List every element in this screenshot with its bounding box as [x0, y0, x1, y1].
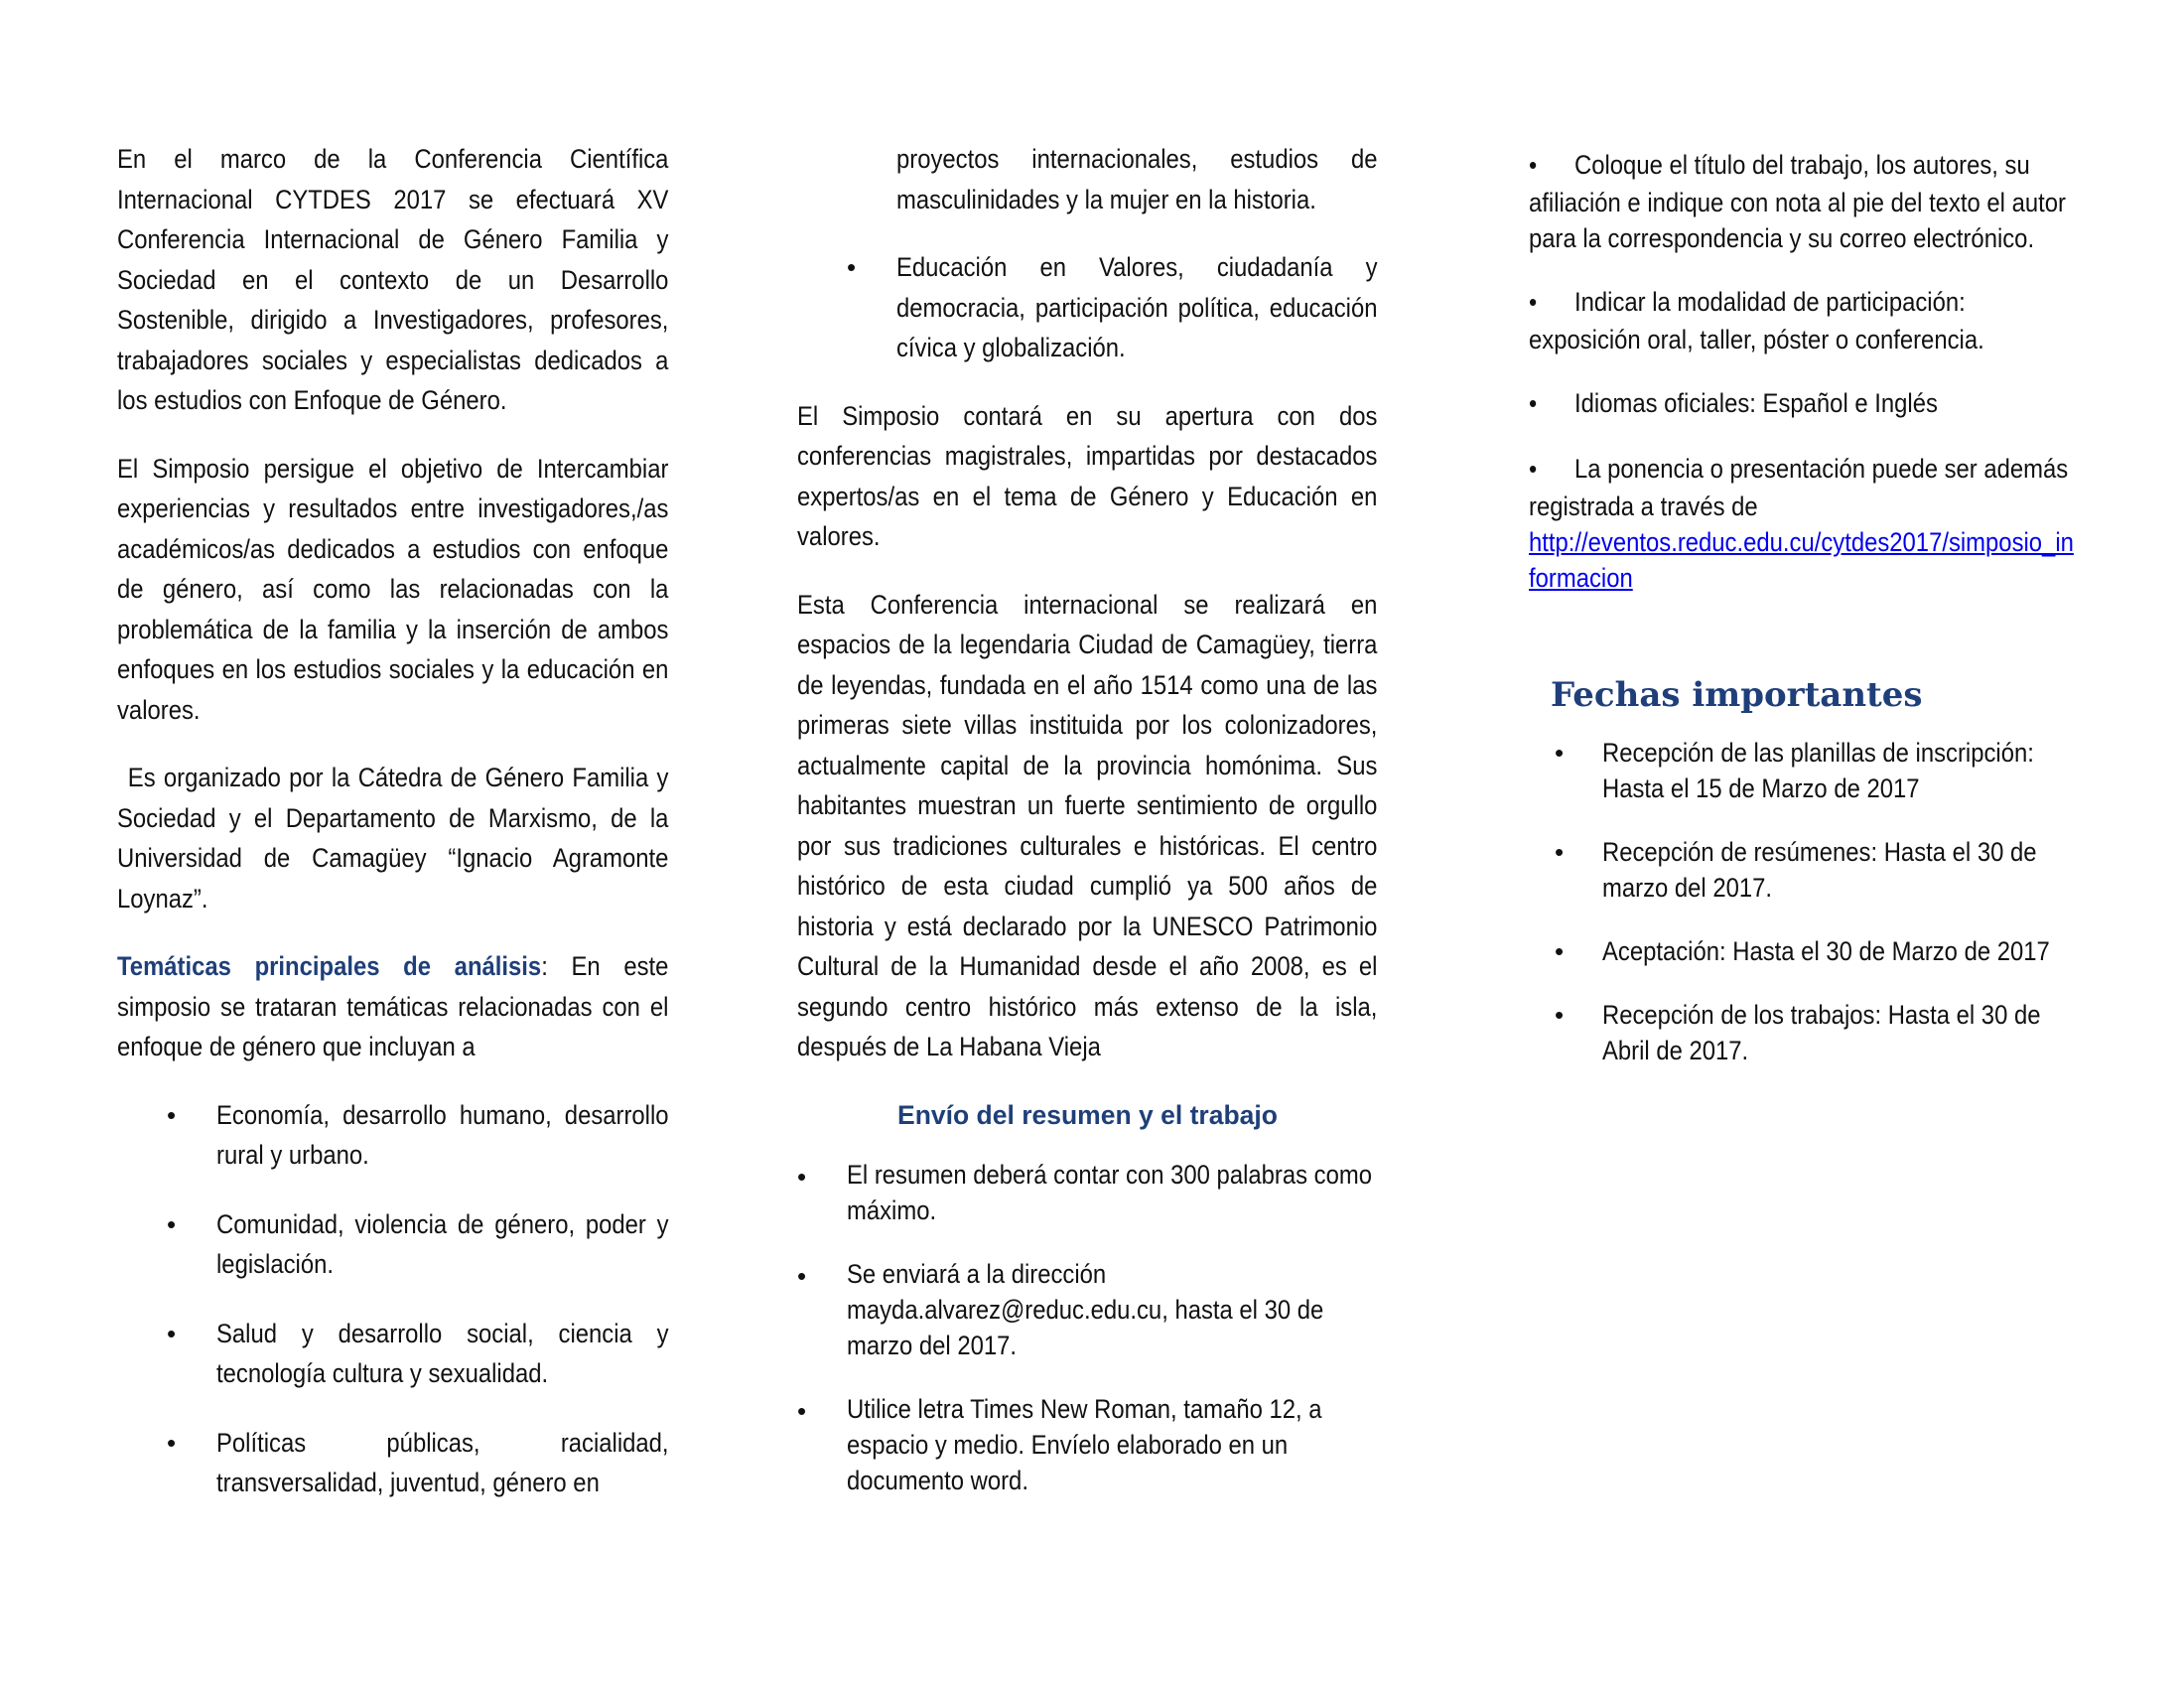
list-item-text: Salud y desarrollo social, ciencia y tecnología cultura y sexualidad. [216, 1318, 669, 1388]
bullet-icon: • [167, 1099, 177, 1130]
list-item-label: Idiomas oficiales: Español e Inglés [1573, 388, 1938, 418]
list-item [117, 1204, 669, 1285]
bullet-icon: • [847, 252, 857, 282]
list-item [1519, 834, 2075, 906]
bullet-icon: • [1529, 287, 1538, 317]
continuation-text: proyectos internacionales, estudios de masculinidades y la mujer en la historia. [896, 144, 1378, 214]
keynote-paragraph: El Simposio contará en su apertura con dos conferencias magistrales, impartidas por destacados expertos/as en el tema de Género y Educación en valores. [797, 400, 1378, 551]
list-item [117, 1095, 669, 1176]
list-item-text: Se enviará a la dirección mayda.alvarez@reduc.edu.cu, hasta el 30 de marzo del 2017. [847, 1258, 1324, 1360]
topics-list [117, 1095, 669, 1503]
intro-paragraph: En el marco de la Conferencia Científica Internacional CYTDES 2017 se efectuará XV Conferencia Internacional de Género Familia y Sociedad en el contexto de un Desarrollo Sostenible, dirigido a Investigadores, profesores, trabajadores sociales y especialistas dedicados a los estudios con Enfoque de Género. [117, 144, 669, 415]
list-item-text: Recepción de las planillas de inscripción: Hasta el 15 de Marzo de 2017 [1602, 738, 2034, 803]
guidelines-list [1519, 145, 2075, 596]
list-item [797, 1391, 1378, 1498]
list-item-text: Recepción de los trabajos: Hasta el 30 de Abril de 2017. [1602, 1000, 2041, 1065]
topics-intro [117, 946, 668, 1067]
bullet-icon: • [167, 1427, 177, 1458]
bullet-icon: • [1555, 1000, 1565, 1030]
list-item-text: Políticas públicas, racialidad, transversalidad, juventud, género en [216, 1427, 669, 1497]
list-item-text: Economía, desarrollo humano, desarrollo rural y urbano. [216, 1099, 669, 1170]
list-item-text [1529, 449, 2074, 596]
column-left [117, 139, 669, 1532]
column-middle [797, 139, 1378, 1526]
list-item-text: Utilice letra Times New Roman, tamaño 12, a espacio y medio. Envíelo elaborado en un documento word. [847, 1393, 1322, 1495]
list-item-label: Coloque el título del trabajo, los autores, su afiliación e indique con nota al pie del texto el autor para la correspondencia y su correo electrónico. [1529, 150, 2066, 253]
list-item-text: Educación en Valores, ciudadanía y democracia, participación política, educación cívica y globalización. [896, 252, 1378, 362]
bullet-icon: • [167, 1318, 177, 1348]
list-item-text: Recepción de resúmenes: Hasta el 30 de marzo del 2017. [1602, 837, 2037, 903]
topics-text: : En este simposio se trataran temáticas relacionadas con el enfoque de género que incluyan a [117, 951, 669, 1061]
list-item-text: El resumen deberá contar con 300 palabras como máximo. [847, 1159, 1372, 1225]
list-item-label: La ponencia o presentación puede ser además registrada a través de [1529, 454, 2069, 521]
list-item [1519, 145, 2075, 256]
bullet-icon: • [797, 1161, 807, 1192]
topics-label: Temáticas principales de análisis [117, 951, 542, 981]
registration-link[interactable]: http://eventos.reduc.edu.cu/cytdes2017/simposio_informacion [1529, 527, 2074, 593]
list-item [797, 247, 1378, 368]
bullet-icon: • [1529, 150, 1538, 180]
bullet-icon: • [1529, 388, 1538, 418]
bullet-icon: • [1555, 936, 1565, 966]
list-item [1519, 735, 2075, 806]
list-item [117, 1423, 669, 1503]
list-item-text [1529, 145, 2074, 256]
list-item [1519, 383, 2075, 423]
list-item-label: Indicar la modalidad de participación: exposición oral, taller, póster o conferencia. [1529, 287, 1984, 354]
list-item-text [1529, 383, 2074, 423]
organizer-paragraph: Es organizado por la Cátedra de Género Familia y Sociedad y el Departamento de Marxismo, de la Universidad de Camagüey “Ignacio Agramonte Loynaz”. [117, 763, 669, 914]
submission-list [797, 1157, 1378, 1498]
topics-list-continued [797, 247, 1378, 368]
topics-continuation [896, 139, 1378, 219]
important-dates-list [1519, 735, 2075, 1068]
bullet-icon: • [167, 1208, 177, 1239]
list-item [797, 1157, 1378, 1228]
bullet-icon: • [1555, 738, 1565, 768]
bullet-icon: • [1529, 454, 1538, 484]
important-dates-heading: Fechas importantes [1551, 675, 1923, 715]
list-item [1519, 449, 2075, 596]
list-item [797, 1256, 1378, 1363]
list-item [1519, 933, 2075, 969]
list-item [1519, 282, 2075, 357]
list-item-text [1529, 282, 2074, 357]
list-item [117, 1314, 669, 1394]
list-item-text: Aceptación: Hasta el 30 de Marzo de 2017 [1602, 936, 2050, 966]
list-item [1519, 997, 2075, 1068]
venue-paragraph: Esta Conferencia internacional se realizará en espacios de la legendaria Ciudad de Camagüey, tierra de leyendas, fundada en el año 1514 como una de las primeras siete villas instituida por los colonizadores, actualmente capital de la provincia homónima. Sus habitantes muestran un fuerte sentimiento de orgullo por sus tradiciones culturales e históricas. El centro histórico de esta ciudad cumplió ya 500 años de historia y está declarado por la UNESCO Patrimonio Cultural de la Humanidad desde el año 2008, es el segundo centro histórico más extenso de la isla, después de La Habana Vieja [797, 589, 1378, 1061]
list-item-text: Comunidad, violencia de género, poder y legislación. [216, 1208, 669, 1279]
column-right [1519, 145, 2075, 1096]
bullet-icon: • [797, 1395, 807, 1426]
submission-heading: Envío del resumen y el trabajo [897, 1099, 1278, 1130]
bullet-icon: • [1555, 837, 1565, 867]
bullet-icon: • [797, 1260, 807, 1291]
objective-paragraph: El Simposio persigue el objetivo de Intercambiar experiencias y resultados entre investigadores,/as académicos/as dedicados a estudios con enfoque de género, así como las relacionadas con la problemática de la familia y la inserción de ambos enfoques en los estudios sociales y la educación en valores. [117, 453, 669, 725]
